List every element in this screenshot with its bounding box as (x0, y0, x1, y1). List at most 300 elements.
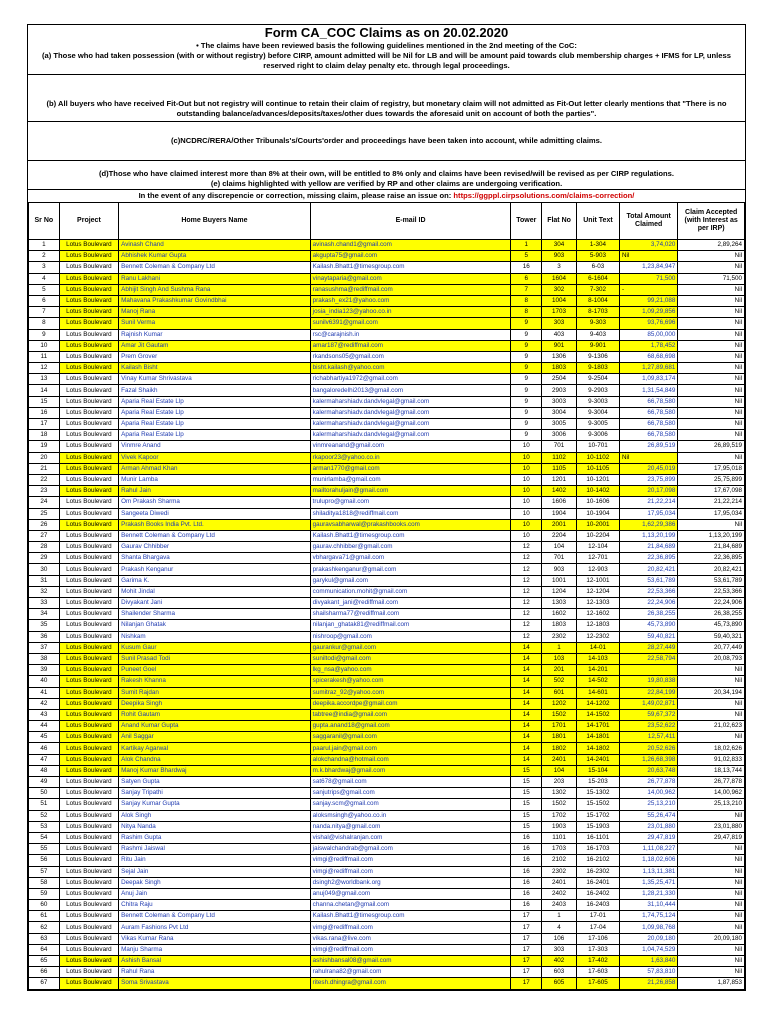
cell-sr-no: 40 (29, 676, 60, 687)
cell-project: Lotus Boulevard (59, 911, 118, 922)
cell-buyer-name: Rashim Gupta (119, 832, 311, 843)
cell-amount-claimed: 45,73,890 (619, 620, 677, 631)
cell-claim-accepted: 25,13,210 (678, 799, 745, 810)
cell-flat-no: 603 (542, 967, 577, 978)
cell-project: Lotus Boulevard (59, 676, 118, 687)
cell-claim-accepted: Nil (678, 407, 745, 418)
cell-sr-no: 18 (29, 430, 60, 441)
cell-email: kalermaharshiadv.dandvlegal@gmail.com (310, 430, 511, 441)
cell-sr-no: 55 (29, 844, 60, 855)
cell-claim-accepted: 14,00,962 (678, 788, 745, 799)
cell-email: jaiswalchandrab@gmail.com (310, 844, 511, 855)
cell-email: kalermaharshiadv.dandvlegal@gmail.com (310, 407, 511, 418)
cell-email: bangaloredelhi2013@gmail.com (310, 385, 511, 396)
cell-project: Lotus Boulevard (59, 441, 118, 452)
cell-sr-no: 37 (29, 642, 60, 653)
cell-claim-accepted: 2,89,264 (678, 240, 745, 251)
cell-amount-claimed: 59,67,372 (619, 709, 677, 720)
cell-claim-accepted: Nil (678, 419, 745, 430)
cell-unit-text: 14-2401 (576, 754, 619, 765)
cell-flat-no: 903 (542, 564, 577, 575)
cell-email: vimgi@rediffmail.com (310, 922, 511, 933)
cell-project: Lotus Boulevard (59, 900, 118, 911)
cell-sr-no: 39 (29, 665, 60, 676)
cell-claim-accepted: 17,95,018 (678, 463, 745, 474)
note-c: (c)NCDRC/RERA/Other Tribunals's/Courts'order and proceedings have been taken into account, while admitting claims. (170, 136, 603, 145)
table-row (29, 653, 745, 664)
cell-email: shiladitya1818@rediffmail.com (310, 508, 511, 519)
cell-email: ashishbansal08@gmail.com (310, 956, 511, 967)
cell-email: Kailash.Bhatt1@timesgroup.com (310, 262, 511, 273)
cell-project: Lotus Boulevard (59, 542, 118, 553)
cell-project: Lotus Boulevard (59, 698, 118, 709)
cell-sr-no: 15 (29, 396, 60, 407)
cell-claim-accepted: Nil (678, 698, 745, 709)
cell-claim-accepted: 59,40,321 (678, 631, 745, 642)
cell-amount-claimed: 1,26,68,398 (619, 754, 677, 765)
note-b: (b) All buyers who have received Fit-Out but not registry will continue to retain their claim of registry, but monetary claim will not admitted as Fit-Out letter clearly mentions that "There is no outstanding balance/advances/deposits/taxes/other dues towards the aforesaid unit on account of both the parties". (46, 99, 727, 118)
cell-buyer-name: Sumit Rajdan (119, 687, 311, 698)
cell-claim-accepted: Nil (678, 340, 745, 351)
cell-buyer-name: Kartikay Agarwal (119, 743, 311, 754)
cell-tower: 10 (511, 519, 542, 530)
cell-amount-claimed: 29,47,819 (619, 832, 677, 843)
cell-tower: 1 (511, 240, 542, 251)
cell-sr-no: 12 (29, 363, 60, 374)
cell-claim-accepted: Nil (678, 900, 745, 911)
cell-tower: 17 (511, 978, 542, 989)
cell-amount-claimed: 20,82,421 (619, 564, 677, 575)
cell-flat-no: 1502 (542, 709, 577, 720)
cell-amount-claimed: 20,63,748 (619, 765, 677, 776)
cell-project: Lotus Boulevard (59, 586, 118, 597)
cell-claim-accepted: 17,95,034 (678, 508, 745, 519)
cell-sr-no: 1 (29, 240, 60, 251)
cell-tower: 17 (511, 922, 542, 933)
cell-buyer-name: Rahul Rana (119, 967, 311, 978)
cell-buyer-name: Shanta Bhargava (119, 553, 311, 564)
cell-amount-claimed: 22,53,366 (619, 586, 677, 597)
cell-unit-text: 17-106 (576, 933, 619, 944)
cell-flat-no: 2504 (542, 374, 577, 385)
cell-flat-no: 701 (542, 553, 577, 564)
cell-flat-no: 104 (542, 765, 577, 776)
cell-tower: 9 (511, 430, 542, 441)
cell-tower: 9 (511, 318, 542, 329)
cell-claim-accepted: 53,61,789 (678, 575, 745, 586)
cell-amount-claimed: 21,26,858 (619, 978, 677, 989)
cell-sr-no: 32 (29, 586, 60, 597)
cell-unit-text: 17-01 (576, 911, 619, 922)
cell-claim-accepted: Nil (678, 363, 745, 374)
cell-unit-text: 14-502 (576, 676, 619, 687)
cell-claim-accepted: 17,67,098 (678, 486, 745, 497)
cell-tower: 10 (511, 530, 542, 541)
cell-project: Lotus Boulevard (59, 653, 118, 664)
cell-project: Lotus Boulevard (59, 374, 118, 385)
cell-unit-text: 12-701 (576, 553, 619, 564)
cell-claim-accepted: Nil (678, 956, 745, 967)
cell-email: sumitraz_92@yahoo.com (310, 687, 511, 698)
cell-unit-text: 12-104 (576, 542, 619, 553)
cell-email: vimgi@rediffmail.com (310, 866, 511, 877)
cell-sr-no: 64 (29, 944, 60, 955)
table-row (29, 441, 745, 452)
cell-amount-claimed: - (619, 284, 677, 295)
cell-buyer-name: Chitra Raju (119, 900, 311, 911)
column-header-email-id: E-mail ID (310, 203, 511, 240)
cell-email: trulupro@gmail.com (310, 497, 511, 508)
cell-tower: 15 (511, 810, 542, 821)
cell-unit-text: 14-1502 (576, 709, 619, 720)
cell-amount-claimed: 71,500 (619, 273, 677, 284)
cell-buyer-name: Ritu Jain (119, 855, 311, 866)
cell-sr-no: 43 (29, 709, 60, 720)
cell-buyer-name: Divyakant Jani (119, 598, 311, 609)
cell-project: Lotus Boulevard (59, 407, 118, 418)
cell-sr-no: 41 (29, 687, 60, 698)
cell-claim-accepted: 20,82,421 (678, 564, 745, 575)
cell-unit-text: 9-2903 (576, 385, 619, 396)
cell-tower: 14 (511, 743, 542, 754)
cell-buyer-name: Rajnish Kumar (119, 329, 311, 340)
table-row (29, 542, 745, 553)
table-row (29, 676, 745, 687)
cell-sr-no: 52 (29, 810, 60, 821)
claims-sheet (27, 24, 746, 991)
cell-amount-claimed: 26,38,255 (619, 609, 677, 620)
cell-buyer-name: Garima K. (119, 575, 311, 586)
cell-claim-accepted: 25,75,899 (678, 474, 745, 485)
cell-buyer-name: Rohit Gautam (119, 709, 311, 720)
cell-sr-no: 60 (29, 900, 60, 911)
cell-buyer-name: Shailender Sharma (119, 609, 311, 620)
table-row (29, 530, 745, 541)
cell-amount-claimed: 14,00,962 (619, 788, 677, 799)
cell-buyer-name: Aparia Real Estate Llp (119, 407, 311, 418)
cell-unit-text: 15-104 (576, 765, 619, 776)
cell-claim-accepted: 22,53,366 (678, 586, 745, 597)
cell-tower: 14 (511, 665, 542, 676)
table-row (29, 240, 745, 251)
cell-tower: 16 (511, 262, 542, 273)
cell-amount-claimed: 1,04,74,529 (619, 944, 677, 955)
cell-tower: 16 (511, 855, 542, 866)
column-header-unit-text: Unit Text (576, 203, 619, 240)
cell-unit-text: 16-1703 (576, 844, 619, 855)
cell-project: Lotus Boulevard (59, 855, 118, 866)
cell-unit-text: 9-1803 (576, 363, 619, 374)
cell-tower: 17 (511, 944, 542, 955)
cell-flat-no: 1101 (542, 832, 577, 843)
cell-sr-no: 9 (29, 329, 60, 340)
table-row (29, 788, 745, 799)
table-row (29, 318, 745, 329)
cell-unit-text: 9-3006 (576, 430, 619, 441)
cell-unit-text: 9-403 (576, 329, 619, 340)
cell-flat-no: 2102 (542, 855, 577, 866)
cell-project: Lotus Boulevard (59, 508, 118, 519)
cell-amount-claimed: 1,49,02,871 (619, 698, 677, 709)
cell-amount-claimed: 66,78,580 (619, 419, 677, 430)
cell-project: Lotus Boulevard (59, 497, 118, 508)
cell-amount-claimed: 26,77,878 (619, 777, 677, 788)
cell-amount-claimed: 23,01,880 (619, 821, 677, 832)
cell-claim-accepted: 18,02,626 (678, 743, 745, 754)
cell-buyer-name: Rashmi Jaiswal (119, 844, 311, 855)
cell-claim-accepted: 71,500 (678, 273, 745, 284)
cell-unit-text: 17-402 (576, 956, 619, 967)
table-row (29, 877, 745, 888)
cell-email: rkapoor23@yahoo.co.in (310, 452, 511, 463)
cell-flat-no: 2302 (542, 866, 577, 877)
cell-tower: 12 (511, 631, 542, 642)
cell-project: Lotus Boulevard (59, 486, 118, 497)
table-row (29, 900, 745, 911)
cell-claim-accepted: 26,38,255 (678, 609, 745, 620)
cell-email: richabhartiya1972@gmail.com (310, 374, 511, 385)
cell-claim-accepted: Nil (678, 452, 745, 463)
cell-email: sat678@gmail.com (310, 777, 511, 788)
cell-sr-no: 59 (29, 888, 60, 899)
cell-unit-text: 5-903 (576, 251, 619, 262)
cell-sr-no: 36 (29, 631, 60, 642)
cell-project: Lotus Boulevard (59, 262, 118, 273)
cell-unit-text: 10-1102 (576, 452, 619, 463)
table-row (29, 709, 745, 720)
table-row (29, 553, 745, 564)
cell-project: Lotus Boulevard (59, 821, 118, 832)
claims-table (28, 202, 745, 990)
cell-email: gaurav.chhibber@gmail.com (310, 542, 511, 553)
table-row (29, 251, 745, 262)
table-row (29, 508, 745, 519)
cell-email: vikas.rana@live.com (310, 933, 511, 944)
cell-unit-text: 17-605 (576, 978, 619, 989)
cell-sr-no: 54 (29, 832, 60, 843)
cell-project: Lotus Boulevard (59, 665, 118, 676)
cell-tower: 17 (511, 967, 542, 978)
table-row (29, 519, 745, 530)
cell-project: Lotus Boulevard (59, 799, 118, 810)
cell-buyer-name: Vikas Kumar Rana (119, 933, 311, 944)
column-header-claim-accepted: Claim Accepted (with Interest as per IRP) (678, 203, 745, 240)
cell-project: Lotus Boulevard (59, 575, 118, 586)
cell-unit-text: 14-01 (576, 642, 619, 653)
table-row (29, 754, 745, 765)
cell-email: sanjay.scm@gmail.com (310, 799, 511, 810)
cell-tower: 9 (511, 419, 542, 430)
cell-unit-text: 10-1201 (576, 474, 619, 485)
cell-buyer-name: Sanjay Tripathi (119, 788, 311, 799)
cell-project: Lotus Boulevard (59, 598, 118, 609)
cell-amount-claimed: 12,57,411 (619, 732, 677, 743)
table-row (29, 687, 745, 698)
cell-sr-no: 16 (29, 407, 60, 418)
cell-tower: 5 (511, 251, 542, 262)
cell-sr-no: 23 (29, 486, 60, 497)
table-row (29, 810, 745, 821)
page-title: Form CA_COC Claims as on 20.02.2020 (264, 25, 509, 40)
cell-buyer-name: Anand Kumar Gupta (119, 721, 311, 732)
cell-email: deepika.accordpe@gmail.com (310, 698, 511, 709)
cell-email: tabtree@india@gmail.com (310, 709, 511, 720)
cell-buyer-name: Kailash Bisht (119, 363, 311, 374)
cell-project: Lotus Boulevard (59, 944, 118, 955)
cell-flat-no: 1402 (542, 486, 577, 497)
cell-amount-claimed: Nil (619, 251, 677, 262)
cell-claim-accepted: 1,13,20,199 (678, 530, 745, 541)
cell-claim-accepted: Nil (678, 295, 745, 306)
cell-buyer-name: Prem Grover (119, 351, 311, 362)
cell-buyer-name: Puneet Goel (119, 665, 311, 676)
cell-sr-no: 25 (29, 508, 60, 519)
cell-claim-accepted: Nil (678, 251, 745, 262)
cell-sr-no: 3 (29, 262, 60, 273)
cell-unit-text: 1-304 (576, 240, 619, 251)
cell-buyer-name: Aparia Real Estate Llp (119, 419, 311, 430)
cell-unit-text: 16-1101 (576, 832, 619, 843)
cell-claim-accepted: Nil (678, 329, 745, 340)
cell-flat-no: 1001 (542, 575, 577, 586)
cell-unit-text: 16-2402 (576, 888, 619, 899)
cell-project: Lotus Boulevard (59, 866, 118, 877)
cell-email: Kailash.Bhatt1@timesgroup.com (310, 911, 511, 922)
cell-claim-accepted: 20,77,449 (678, 642, 745, 653)
cell-email: garykul@gmail.com (310, 575, 511, 586)
cell-claim-accepted: Nil (678, 810, 745, 821)
cell-unit-text: 9-3004 (576, 407, 619, 418)
cell-buyer-name: Auram Fashions Pvt Ltd (119, 922, 311, 933)
cell-unit-text: 16-2403 (576, 900, 619, 911)
cell-amount-claimed: 1,09,29,856 (619, 307, 677, 318)
cell-amount-claimed: 21,22,214 (619, 497, 677, 508)
cell-buyer-name: Nitya Nanda (119, 821, 311, 832)
cell-unit-text: 10-2001 (576, 519, 619, 530)
cell-project: Lotus Boulevard (59, 709, 118, 720)
cell-amount-claimed: 1,62,29,386 (619, 519, 677, 530)
table-row (29, 407, 745, 418)
cell-email: prakash_ex21@yahoo.com (310, 295, 511, 306)
cell-claim-accepted: Nil (678, 318, 745, 329)
cell-tower: 15 (511, 777, 542, 788)
cell-buyer-name: Alok Singh (119, 810, 311, 821)
cell-email: prakashkenganur@gmail.com (310, 564, 511, 575)
cell-buyer-name: Prakash Kenganur (119, 564, 311, 575)
cell-sr-no: 35 (29, 620, 60, 631)
cell-email: saggaranil@gmail.com (310, 732, 511, 743)
cell-sr-no: 66 (29, 967, 60, 978)
cell-unit-text: 16-2102 (576, 855, 619, 866)
cell-claim-accepted: 45,73,890 (678, 620, 745, 631)
cell-flat-no: 1801 (542, 732, 577, 743)
cell-email: nilanjan_ghatak81@rediffmail.com (310, 620, 511, 631)
cell-unit-text: 10-1606 (576, 497, 619, 508)
cell-project: Lotus Boulevard (59, 284, 118, 295)
cell-claim-accepted: Nil (678, 385, 745, 396)
cell-sr-no: 38 (29, 653, 60, 664)
cell-email: josia_india123@yahoo.co.in (310, 307, 511, 318)
table-row (29, 832, 745, 843)
cell-flat-no: 1202 (542, 698, 577, 709)
cell-sr-no: 30 (29, 564, 60, 575)
table-row (29, 620, 745, 631)
cell-flat-no: 1306 (542, 351, 577, 362)
cell-claim-accepted: Nil (678, 519, 745, 530)
cell-project: Lotus Boulevard (59, 642, 118, 653)
cell-buyer-name: Satyen Gupta (119, 777, 311, 788)
table-row (29, 777, 745, 788)
column-header-sr-no: Sr No (29, 203, 60, 240)
cell-flat-no: 1904 (542, 508, 577, 519)
table-row (29, 642, 745, 653)
cell-buyer-name: Rahul Jain (119, 486, 311, 497)
cell-sr-no: 8 (29, 318, 60, 329)
cell-project: Lotus Boulevard (59, 307, 118, 318)
cell-unit-text: 14-103 (576, 653, 619, 664)
cell-amount-claimed: 55,26,474 (619, 810, 677, 821)
cell-claim-accepted: Nil (678, 944, 745, 955)
cell-amount-claimed: 66,78,580 (619, 407, 677, 418)
table-row (29, 765, 745, 776)
cell-amount-claimed: 1,23,84,947 (619, 262, 677, 273)
cell-project: Lotus Boulevard (59, 967, 118, 978)
cell-project: Lotus Boulevard (59, 609, 118, 620)
table-row (29, 911, 745, 922)
cell-amount-claimed: 1,09,83,174 (619, 374, 677, 385)
cell-email: spicerakesh@yahoo.com (310, 676, 511, 687)
cell-sr-no: 50 (29, 788, 60, 799)
cell-email: rahulrana82@gmail.com (310, 967, 511, 978)
cell-buyer-name: Munir Lamba (119, 474, 311, 485)
cell-email: anuj049@gmail.com (310, 888, 511, 899)
cell-unit-text: 12-1204 (576, 586, 619, 597)
cell-email: arman1770@gmail.com (310, 463, 511, 474)
cell-tower: 14 (511, 676, 542, 687)
cell-buyer-name: Bennett Coleman & Company Ltd (119, 911, 311, 922)
cell-flat-no: 2204 (542, 530, 577, 541)
cell-email: sanjutrips@gmail.com (310, 788, 511, 799)
cell-flat-no: 2402 (542, 888, 577, 899)
table-row (29, 385, 745, 396)
cell-buyer-name: Nishkam (119, 631, 311, 642)
cell-tower: 9 (511, 351, 542, 362)
cell-project: Lotus Boulevard (59, 777, 118, 788)
claims-correction-link[interactable]: https://ggppl.cirpsolutions.com/claims-correction/ (453, 191, 635, 200)
table-body (29, 240, 745, 990)
table-row (29, 497, 745, 508)
cell-buyer-name: Rakesh Khanna (119, 676, 311, 687)
cell-buyer-name: Manju Sharma (119, 944, 311, 955)
cell-buyer-name: Ashish Bansal (119, 956, 311, 967)
cell-claim-accepted: Nil (678, 877, 745, 888)
table-row (29, 967, 745, 978)
cell-unit-text: 16-2401 (576, 877, 619, 888)
cell-claim-accepted: 20,34,194 (678, 687, 745, 698)
cell-amount-claimed: 66,78,580 (619, 430, 677, 441)
table-row (29, 665, 745, 676)
cell-amount-claimed: 1,27,89,681 (619, 363, 677, 374)
cell-flat-no: 402 (542, 956, 577, 967)
cell-amount-claimed: 3,74,020 (619, 240, 677, 251)
cell-amount-claimed: 28,27,449 (619, 642, 677, 653)
cell-claim-accepted: Nil (678, 911, 745, 922)
cell-unit-text: 15-1903 (576, 821, 619, 832)
cell-tower: 15 (511, 821, 542, 832)
cell-project: Lotus Boulevard (59, 329, 118, 340)
table-row (29, 944, 745, 955)
table-row (29, 956, 745, 967)
